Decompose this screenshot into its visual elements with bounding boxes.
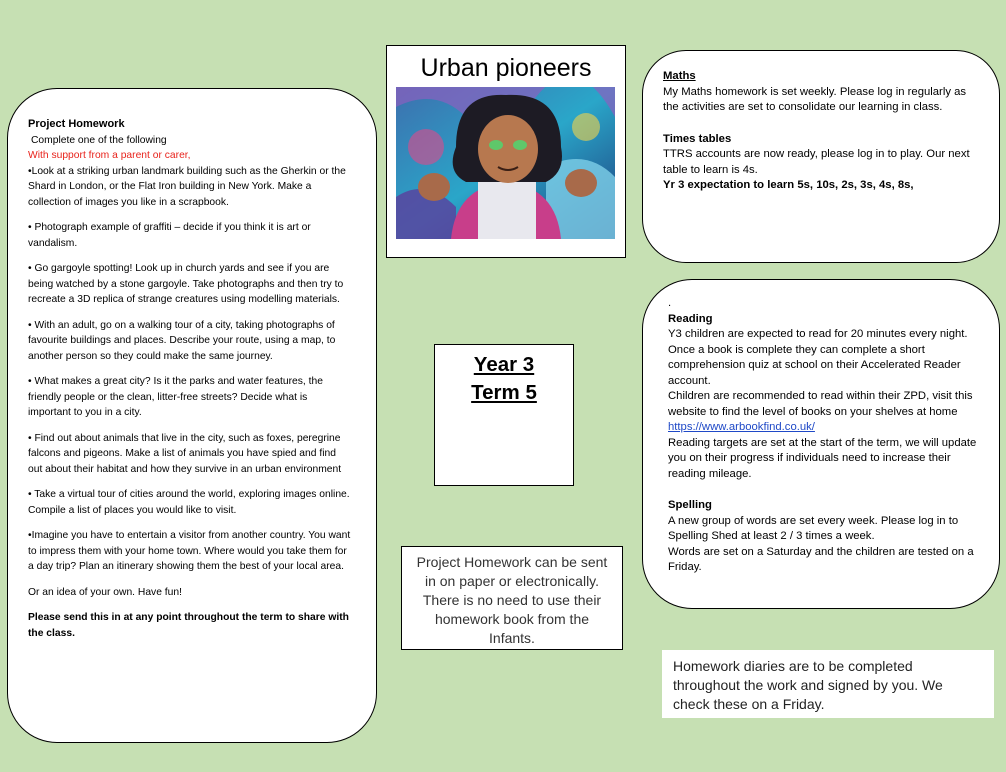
year-label: Year 3 [473, 353, 535, 376]
project-item-own-idea: Or an idea of your own. Have fun! [28, 586, 182, 598]
reading-heading: Reading [668, 312, 713, 325]
project-item-great-city: • What makes a great city? Is it the parks and water features, the friendly people or the clean, litter-free streets? Decide what is important to you in a city. [28, 376, 323, 418]
arbookfind-link[interactable]: https://www.arbookfind.co.uk/ [668, 421, 815, 433]
maths-panel [642, 50, 1000, 263]
project-item-virtual-tour: • Take a virtual tour of cities around the world, exploring images online. Compile a list of places you would like to visit. [28, 489, 350, 516]
reading-zpd-label: Children are recommended to read within their ZPD, visit this website to find the level of books on your shelves at home [668, 390, 973, 418]
reading-targets-text: Reading targets are set at the start of the term, we will update you on their progress if individuals need to increase their reading mileage. [668, 436, 977, 480]
project-support-note: With support from a parent or carer, [28, 150, 191, 161]
term-label: Term 5 [471, 381, 537, 404]
spelling-test-text: Words are set on a Saturday and the children are tested on a Friday. [668, 545, 974, 573]
project-item-landmark: •Look at a striking urban landmark building such as the Gherkin or the Shard in London, or the Flat Iron building in New York. Make a collection of images you like in a scrapbook. [28, 165, 346, 208]
project-item-visitor: •Imagine you have to entertain a visitor from another country. You want to impress them with your home town. Where would you take them for a day trip? Plan an itinerary showing them the best of your local area. [28, 530, 351, 572]
year-term-box [434, 344, 574, 486]
times-tables-expectation: Yr 3 expectation to learn 5s, 10s, 2s, 3s, 4s, 8s, [663, 179, 914, 191]
times-tables-text: TTRS accounts are now ready, please log in to play. Our next table to learn is 4s. [663, 148, 970, 176]
reading-text: Y3 children are expected to read for 20 minutes every night. Once a book is complete they can complete a short comprehension quiz at school on their Accelerated Reader account. [668, 328, 968, 387]
spelling-text: A new group of words are set every week. Please log in to Spelling Shed at least 2 / 3 times a week. [668, 514, 959, 542]
graffiti-image [396, 87, 615, 239]
project-item-animals: • Find out about animals that live in the city, such as foxes, peregrine falcons and pigeons. Make a list of animals you have spied and find out about their habitat and how they survive in an urban environment [28, 432, 342, 475]
project-closing: Please send this in at any point throughout the term to share with the class. [28, 612, 349, 639]
reading-dot: . [668, 297, 672, 309]
homework-diaries-note: Homework diaries are to be completed throughout the work and signed by you. We check these on a Friday. [662, 650, 994, 718]
page-title: Urban pioneers [420, 54, 592, 82]
project-intro: Complete one of the following [31, 134, 167, 146]
project-submission-note: Project Homework can be sent in on paper or electronically. There is no need to use their homework book from the Infants. [401, 546, 623, 650]
spelling-heading: Spelling [668, 499, 712, 511]
title-box [386, 45, 626, 258]
times-tables-heading: Times tables [663, 132, 732, 145]
maths-text: My Maths homework is set weekly. Please log in regularly as the activities are set to consolidate our learning in class. [663, 85, 967, 113]
reading-zpd-text [668, 389, 979, 436]
project-item-graffiti: • Photograph example of graffiti – decide if you think it is art or vandalism. [28, 222, 311, 249]
project-item-walking-tour: • With an adult, go on a walking tour of a city, taking photographs of favourite buildings and places. Describe your route, using a map, to another person so they could make the same journey. [28, 319, 336, 362]
project-item-gargoyle: • Go gargoyle spotting! Look up in church yards and see if you are being watched by a stone gargoyle. Take photographs and then try to recreate a 3D replica of strange creatures using modelling materials. [28, 263, 344, 305]
maths-heading: Maths [663, 70, 696, 82]
project-homework-panel [7, 88, 377, 743]
reading-spelling-panel [642, 279, 1000, 609]
project-title: Project Homework [28, 118, 125, 130]
